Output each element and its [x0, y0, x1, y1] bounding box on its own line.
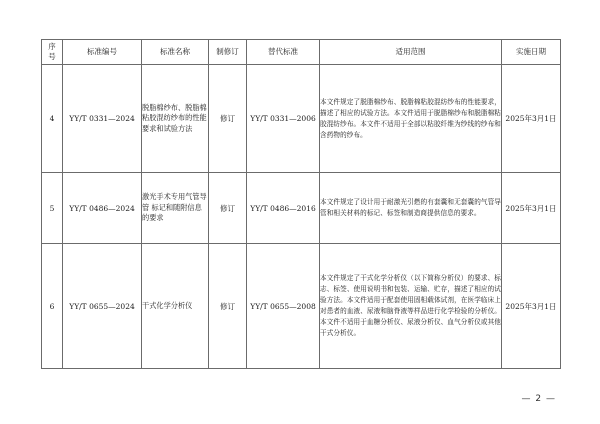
page-number: — 2 —: [521, 394, 556, 404]
row-scope: 本文件规定了脱脂棉纱布、脱脂棉粘胶混纺纱布的性能要求，描述了相应的试验方法。本文件适用于脱脂棉纱布和脱脂棉粘胶混纺纱布。本文件不适用于全部以粘胶纤维为纱线的纱布和含药物的纱布。: [320, 65, 502, 173]
header-date: 实施日期: [502, 40, 561, 65]
header-code: 标准编号: [63, 40, 142, 65]
row-name: 干式化学分析仪: [142, 244, 209, 369]
row-date: 2025年3月1日: [502, 244, 561, 369]
row-scope: 本文件规定了设计用于耐激光引燃的有套囊和无套囊的气管导管和相关材料的标记、标签和制造商提供信息的要求。: [320, 173, 502, 244]
header-replaced: 替代标准: [247, 40, 320, 65]
header-name: 标准名称: [142, 40, 209, 65]
row-num: 4: [42, 65, 63, 173]
header-scope: 适用范围: [320, 40, 502, 65]
header-num: 序号: [42, 40, 63, 65]
table-header-row: [42, 40, 561, 65]
table-row: [42, 65, 561, 173]
row-replaced: YY/T 0486—2016: [247, 173, 320, 244]
row-replaced: YY/T 0331—2006: [247, 65, 320, 173]
row-replaced: YY/T 0655—2008: [247, 244, 320, 369]
row-kind: 修订: [209, 244, 247, 369]
row-code: YY/T 0331—2024: [63, 65, 142, 173]
row-name: 激光手术专用气管导管 标记和随附信息的要求: [142, 173, 209, 244]
row-code: YY/T 0655—2024: [63, 244, 142, 369]
header-kind: 制修订: [209, 40, 247, 65]
row-scope: 本文件规定了干式化学分析仪（以下简称分析仪）的要求、标志、标签、使用说明书和包装、运输、贮存，描述了相应的试验方法。本文件适用于配套使用固相载体试剂，在医学临床上对患者的血液、尿液和脑脊液等样品进行化学检验的分析仪。本文件不适用于血糖分析仪、尿液分析仪、血气分析仪或其他干式分析仪。: [320, 244, 502, 369]
standards-table: [41, 39, 561, 369]
row-name: 脱脂棉纱布、脱脂棉粘胶混纺纱布的性能要求和试验方法: [142, 65, 209, 173]
row-num: 5: [42, 173, 63, 244]
row-num: 6: [42, 244, 63, 369]
row-code: YY/T 0486—2024: [63, 173, 142, 244]
row-date: 2025年3月1日: [502, 65, 561, 173]
table-row: [42, 173, 561, 244]
row-kind: 修订: [209, 65, 247, 173]
row-kind: 修订: [209, 173, 247, 244]
row-date: 2025年3月1日: [502, 173, 561, 244]
table-row: [42, 244, 561, 369]
